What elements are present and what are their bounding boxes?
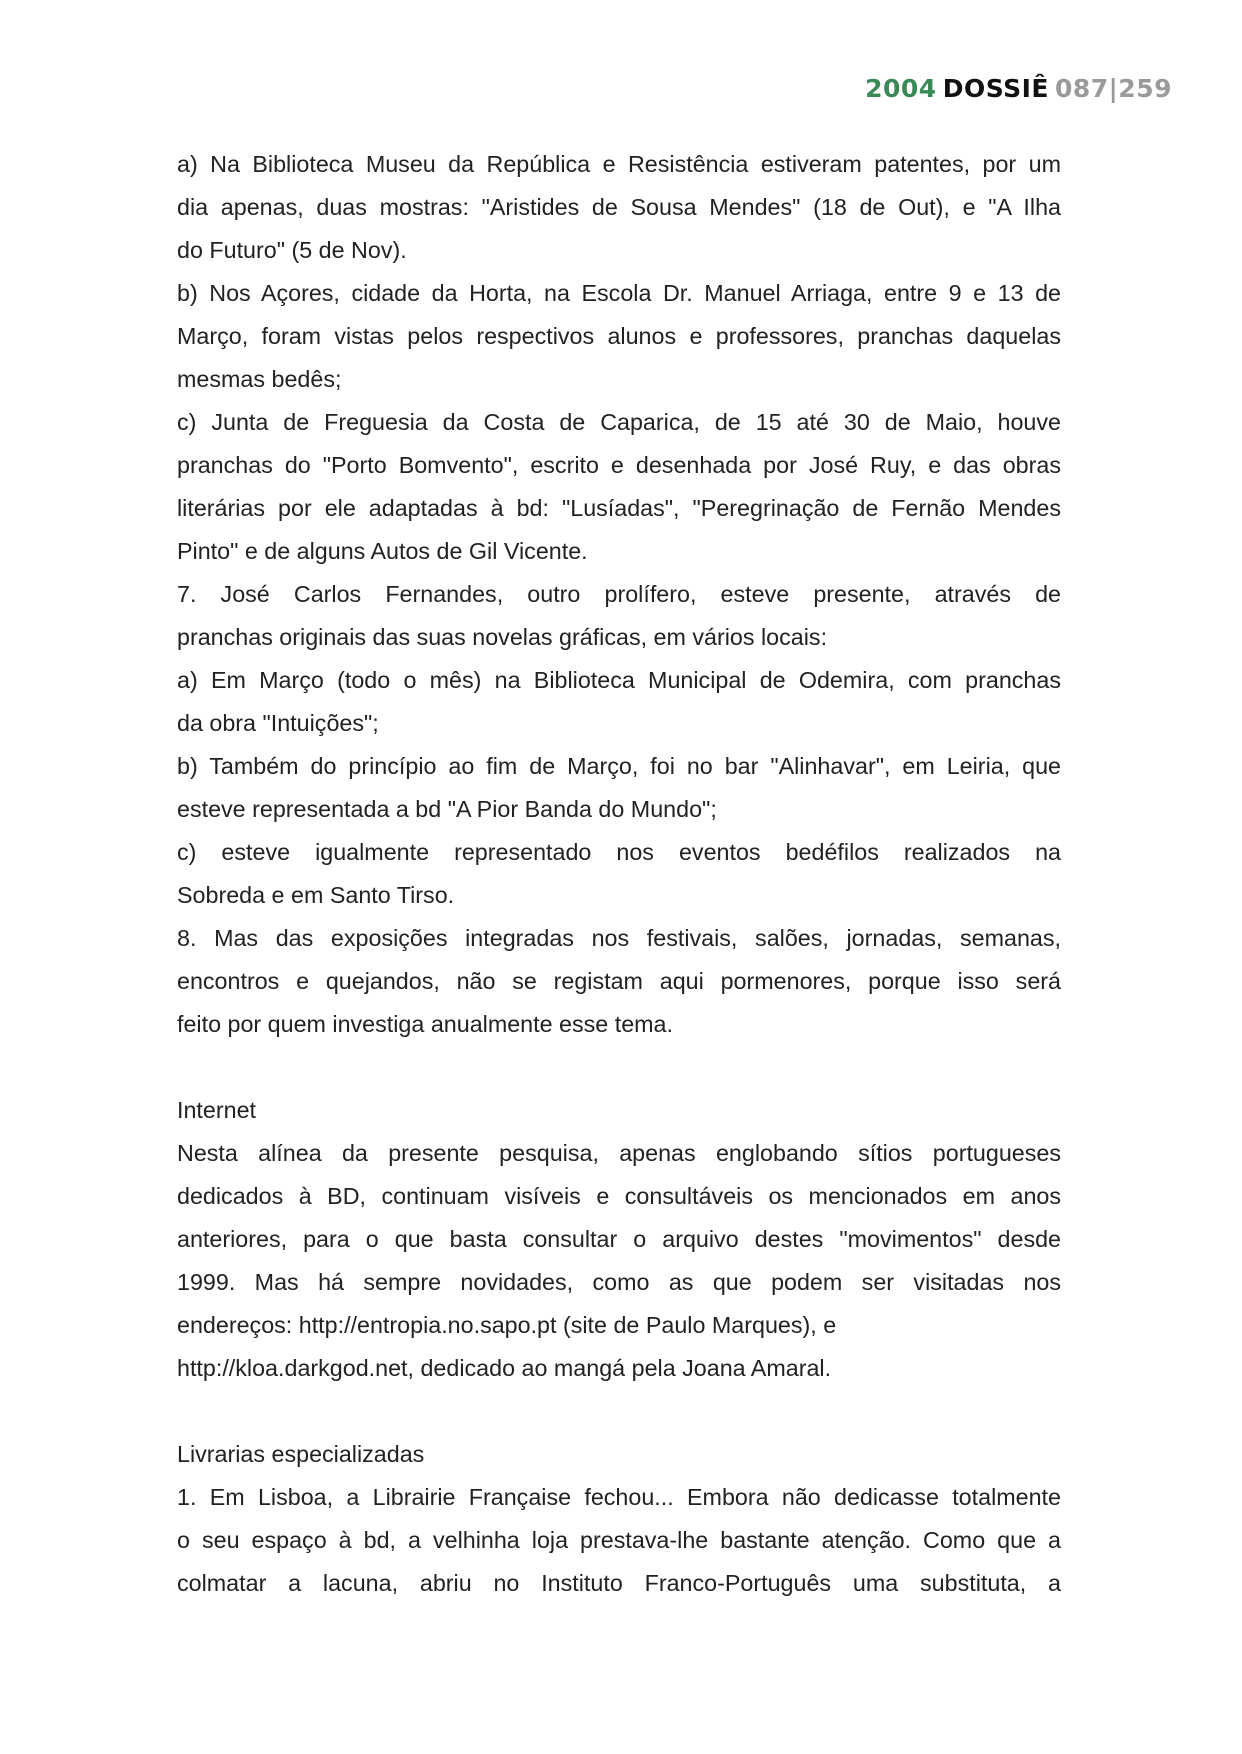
paragraph-spacer bbox=[177, 1046, 1061, 1089]
body-line: http://kloa.darkgod.net, dedicado ao mangá pela Joana Amaral. bbox=[177, 1355, 832, 1381]
paragraph-spacer bbox=[177, 1390, 1061, 1433]
page-header bbox=[865, 74, 1172, 103]
body-line: c) Junta de Freguesia da Costa de Caparica, de 15 até 30 de Maio, houve bbox=[177, 409, 1061, 435]
body-line: encontros e quejandos, não se registam aqui pormenores, porque isso será bbox=[177, 968, 1061, 994]
document-body bbox=[177, 143, 1061, 1605]
body-line: endereços: http://entropia.no.sapo.pt (site de Paulo Marques), e bbox=[177, 1312, 837, 1338]
body-line: dia apenas, duas mostras: "Aristides de Sousa Mendes" (18 de Out), e "A Ilha bbox=[177, 194, 1061, 220]
body-line: Pinto" e de alguns Autos de Gil Vicente. bbox=[177, 538, 588, 564]
header-year: 2004 bbox=[865, 74, 937, 103]
body-line: feito por quem investiga anualmente esse tema. bbox=[177, 1011, 673, 1037]
body-line: Março, foram vistas pelos respectivos alunos e professores, pranchas daquelas bbox=[177, 323, 1061, 349]
body-line: a) Em Março (todo o mês) na Biblioteca Municipal de Odemira, com pranchas bbox=[177, 667, 1061, 693]
body-line: literárias por ele adaptadas à bd: "Lusíadas", "Peregrinação de Fernão Mendes bbox=[177, 495, 1061, 521]
body-line: a) Na Biblioteca Museu da República e Resistência estiveram patentes, por um bbox=[177, 151, 1061, 177]
body-line: 7. José Carlos Fernandes, outro prolífero, esteve presente, através de bbox=[177, 581, 1061, 607]
body-line: Sobreda e em Santo Tirso. bbox=[177, 882, 455, 908]
section-heading-livrarias: Livrarias especializadas bbox=[177, 1441, 425, 1467]
body-line: c) esteve igualmente representado nos eventos bedéfilos realizados na bbox=[177, 839, 1061, 865]
body-line: da obra "Intuições"; bbox=[177, 710, 379, 736]
body-line: 1. Em Lisboa, a Librairie Française fechou... Embora não dedicasse totalmente bbox=[177, 1484, 1061, 1510]
body-line: esteve representada a bd "A Pior Banda do Mundo"; bbox=[177, 796, 717, 822]
header-title: DOSSIÊ bbox=[942, 74, 1049, 103]
header-page-number: 087|259 bbox=[1054, 74, 1172, 103]
body-line: b) Nos Açores, cidade da Horta, na Escola Dr. Manuel Arriaga, entre 9 e 13 de bbox=[177, 280, 1061, 306]
body-line: 8. Mas das exposições integradas nos festivais, salões, jornadas, semanas, bbox=[177, 925, 1061, 951]
body-line: Nesta alínea da presente pesquisa, apenas englobando sítios portugueses bbox=[177, 1140, 1061, 1166]
body-line: dedicados à BD, continuam visíveis e consultáveis os mencionados em anos bbox=[177, 1183, 1061, 1209]
body-line: o seu espaço à bd, a velhinha loja prestava-lhe bastante atenção. Como que a bbox=[177, 1527, 1061, 1553]
body-line: pranchas do "Porto Bomvento", escrito e desenhada por José Ruy, e das obras bbox=[177, 452, 1061, 478]
body-line: colmatar a lacuna, abriu no Instituto Franco-Português uma substituta, a bbox=[177, 1570, 1061, 1596]
body-line: do Futuro" (5 de Nov). bbox=[177, 237, 407, 263]
body-line: b) Também do princípio ao fim de Março, foi no bar "Alinhavar", em Leiria, que bbox=[177, 753, 1061, 779]
body-line: mesmas bedês; bbox=[177, 366, 342, 392]
body-line: 1999. Mas há sempre novidades, como as que podem ser visitadas nos bbox=[177, 1269, 1061, 1295]
body-line: anteriores, para o que basta consultar o arquivo destes "movimentos" desde bbox=[177, 1226, 1061, 1252]
body-line: pranchas originais das suas novelas gráficas, em vários locais: bbox=[177, 624, 828, 650]
section-heading-internet: Internet bbox=[177, 1097, 257, 1123]
